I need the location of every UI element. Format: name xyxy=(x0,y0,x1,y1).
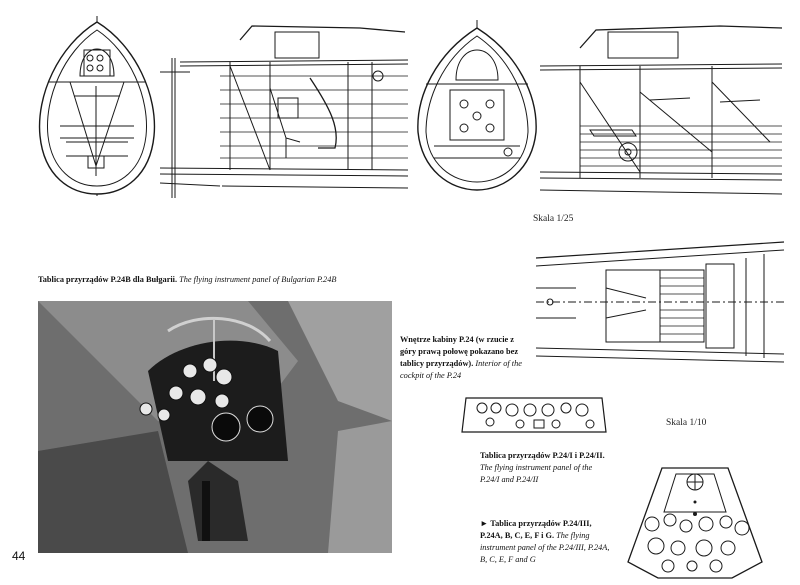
caption-bulgarian-panel xyxy=(38,274,398,286)
page-number: 44 xyxy=(12,549,26,563)
cockpit-side-view-drawing-left xyxy=(160,18,410,203)
caption-panel-p24-III-italic: The flying instrument panel of the P.24/III, P.24A, B, C, E, F and G xyxy=(480,531,610,564)
caption-panel-p24-III xyxy=(480,518,610,566)
caption-panel-p24-I-II-italic: The flying instrument panel of the P.24/I and P.24/II xyxy=(480,463,593,484)
caption-panel-p24-III-bold: Tablica przyrządów P.24/III, P.24A, B, C, E, F i G. xyxy=(480,519,592,540)
cockpit-photo xyxy=(38,301,392,553)
cockpit-side-view-drawing-right xyxy=(540,22,785,207)
caption-cockpit-interior-italic: Interior of the cockpit of the P.24 xyxy=(400,359,522,380)
cockpit-front-section-drawing-left xyxy=(30,16,165,196)
cockpit-top-view-drawing xyxy=(536,238,786,368)
caption-cockpit-interior-bold: Wnętrze kabiny P.24 (w rzucie z góry prawą połowę pokazano bez tablicy przyrządów). xyxy=(400,335,518,368)
caption-arrow-icon: ► xyxy=(480,519,489,528)
scale-label-bottom: Skala 1/10 xyxy=(666,418,707,428)
caption-bulgarian-panel-bold: Tablica przyrządów P.24B dla Bułgarii. xyxy=(38,275,178,284)
scale-label-top: Skala 1/25 xyxy=(533,214,574,224)
caption-cockpit-interior xyxy=(400,334,532,382)
instrument-panel-p24-III-drawing xyxy=(622,462,768,582)
cockpit-front-section-drawing-right xyxy=(412,20,542,192)
instrument-panel-p24-I-II-drawing xyxy=(460,396,608,436)
caption-panel-p24-I-II-bold: Tablica przyrządów P.24/I i P.24/II. xyxy=(480,451,605,460)
caption-panel-p24-I-II xyxy=(480,450,610,486)
caption-bulgarian-panel-italic: The flying instrument panel of Bulgarian P.24B xyxy=(179,275,337,284)
